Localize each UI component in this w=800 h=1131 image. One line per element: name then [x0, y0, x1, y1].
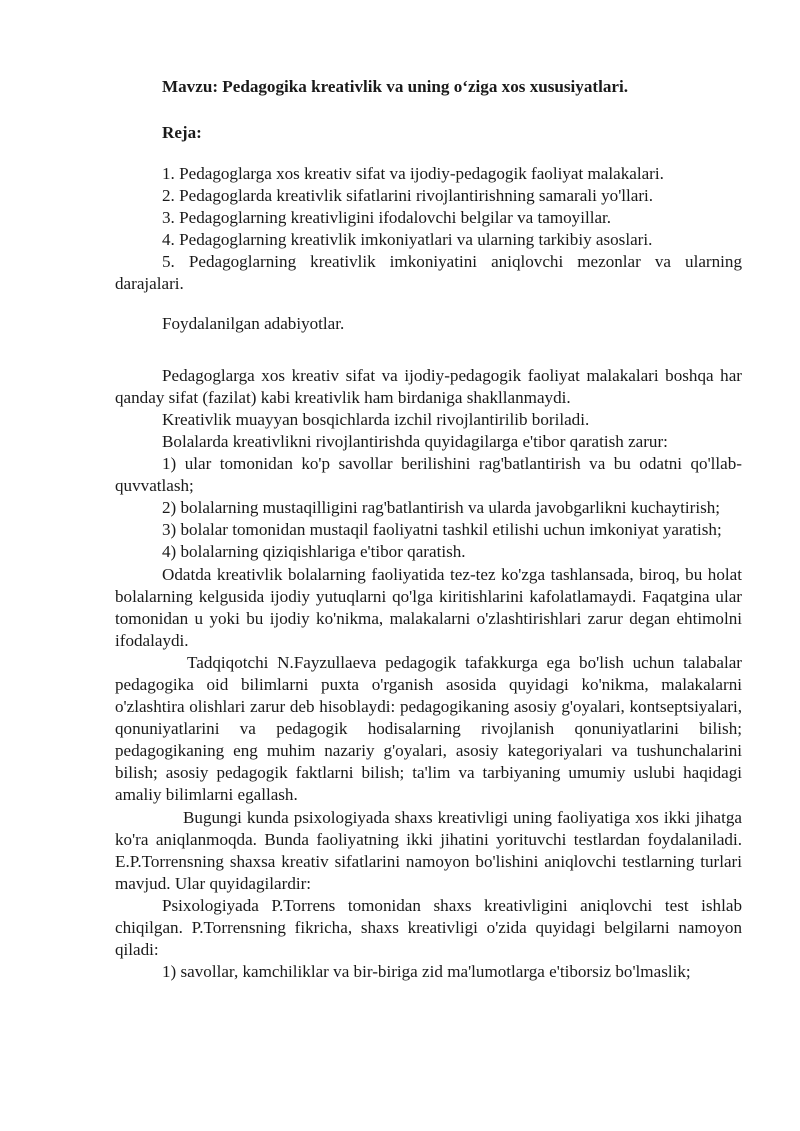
body-paragraph: Bolalarda kreativlikni rivojlantirishda quyidagilarga e'tibor qaratish zarur:	[162, 431, 668, 451]
document-title: Mavzu: Pedagogika kreativlik va uning oʻziga xos xususiyatlari.	[162, 77, 628, 96]
list-item: 2) bolalarning mustaqilligini rag'batlantirish va ularda javobgarlikni kuchaytirish;	[162, 498, 721, 518]
list-item: 1) savollar, kamchiliklar va bir-biriga zid ma'lumotlarga e'tiborsiz bo'lmaslik;	[162, 962, 691, 982]
plan-list	[115, 163, 742, 296]
section-spacer	[115, 335, 742, 365]
document-page	[115, 74, 742, 983]
list-item: 1) ular tomonidan ko'p savollar berilishini rag'batlantirish va bu odatni qo'llab-quvvatlash;	[115, 454, 742, 496]
body-paragraph: Bugungi kunda psixologiyada shaxs kreativligi uning faoliyatiga xos ikki jihatga ko'ra aniqlanmoqda. Bunda faoliyatning ikki jihatini yorituvchi testlardan foydalaniladi. E.P.Torrensning shaxsa kreativ sifatlarini namoyon bo'lishini aniqlovchi testlarning turlari mavjud. Ular quyidagilardir:	[115, 807, 742, 893]
body-paragraph: Psixologiyada P.Torrens tomonidan shaxs kreativligini aniqlovchi test ishlab chiqilgan. P.Torrensning fikricha, shaxs kreativligi o'zida quyidagi belgilarni namoyon qiladi:	[115, 895, 742, 960]
plan-item: 3. Pedagoglarning kreativligini ifodalovchi belgilar va tamoyillar.	[162, 208, 612, 228]
list-item: 4) bolalarning qiziqishlariga e'tibor qaratish.	[162, 542, 466, 562]
plan-item: 1. Pedagoglarga xos kreativ sifat va ijodiy-pedagogik faoliyat malakalari.	[162, 164, 664, 183]
main-text	[115, 365, 742, 984]
list-item: 3) bolalar tomonidan mustaqil faoliyatni tashkil etilishi uchun imkoniyat yaratish;	[162, 520, 722, 540]
body-paragraph: Tadqiqotchi N.Fayzullaeva pedagogik tafakkurga ega bo'lish uchun talabalar pedagogika oid bilimlarni puxta o'rganish asosida quyidagi ko'nikma, malakalarni o'zlashtira olishlari zarur deb hisoblaydi: pedagogikaning asosiy g'oyalari, kontseptsiyalari, qonuniyatlarini va pedagogik hodisalarning rivojlanish qonuniyatlarini bilish; pedagogikaning eng muhim nazariy g'oyalari, asosiy kategoriyalari va tushunchalarini bilish; asosiy pedagogik faktlarni bilish; ta'lim va tarbiyaning umumiy uslubi haqidagi amaliy bilimlarni egallash.	[115, 652, 742, 805]
body-paragraph: Kreativlik muayyan bosqichlarda izchil rivojlantirilib boriladi.	[162, 409, 590, 429]
plan-item: 2. Pedagoglarda kreativlik sifatlarini rivojlantirishning samarali yo'llari.	[162, 186, 654, 206]
literature-heading: Foydalanilgan adabiyotlar.	[162, 313, 345, 333]
plan-item: 5. Pedagoglarning kreativlik imkoniyatini aniqlovchi mezonlar va ularning darajalari.	[115, 252, 742, 294]
plan-heading: Reja:	[162, 123, 202, 142]
body-paragraph: Pedagoglarga xos kreativ sifat va ijodiy-pedagogik faoliyat malakalari boshqa har qanday sifat (fazilat) kabi kreativlik ham birdaniga shakllanmaydi.	[115, 365, 742, 407]
plan-item: 4. Pedagoglarning kreativlik imkoniyatlari va ularning tarkibiy asoslari.	[162, 230, 653, 250]
body-paragraph: Odatda kreativlik bolalarning faoliyatida tez-tez ko'zga tashlansada, biroq, bu holat bolalarning kelgusida ijodiy yutuqlarni qo'lga kiritishlarini kafolatlamaydi. Faqatgina ular tomonidan u yoki bu ijodiy ko'nikma, malakalarni o'zlashtirishlari zarur degan ehtimolni ifodalaydi.	[115, 564, 742, 650]
